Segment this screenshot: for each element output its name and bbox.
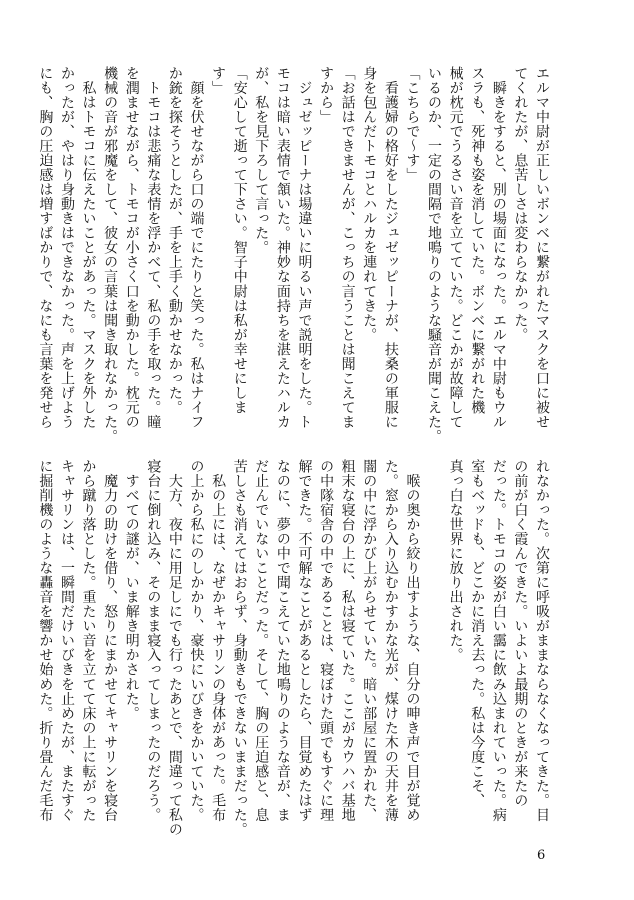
text-line: 苦しさも消えてはおらず、身動きもできないままだった。 <box>231 459 248 837</box>
text-line: 真っ白な世界に放り出された。 <box>447 459 464 663</box>
text-line: の中隊宿舎の中であることは、寝ぼけた頭でもすぐに理 <box>318 459 335 823</box>
text-line: キャサリンは、一瞬間だけいびきを止めたが、またすぐ <box>58 459 75 823</box>
text-line: エルマ中尉が正しいボンベに繋がれたマスクを口に被せ <box>534 66 550 430</box>
text-line: を潤ませながら、トモコが小さく口を動かした。枕元の <box>123 66 140 430</box>
text-line: 身を包んだトモコとハルカを連れてきた。 <box>361 66 378 343</box>
text-line: た。窓から入り込むかすかな光が、煤けた木の天井を薄 <box>382 459 399 823</box>
text-line: 室もベッドも、どこかに消え去った。私は今度こそ、 <box>469 459 486 808</box>
text-line: だ止んでいないことだった。そして、胸の圧迫感と、息 <box>253 459 270 823</box>
text-line: 「こちらで～す」 <box>404 66 421 183</box>
text-line: 私はトモコに伝えたいことがあった。マスクを外した <box>80 66 97 430</box>
text-line: 解できた。不可解なことがあるとしたら、目覚めたはず <box>296 459 313 823</box>
text-line: かったが、やはり身動きはできなかった。声を上げよう <box>58 66 75 430</box>
text-line: ジュゼッピーナは場違いに明るい声で説明をした。ト <box>296 66 313 430</box>
text-line: 顔を伏せながら口の端でにたりと笑った。私はナイフ <box>188 66 205 430</box>
text-line: 喉の奥から絞り出すような、自分の呻き声で目が覚め <box>404 459 421 823</box>
text-line: 寝台に倒れ込み、そのまま寝入ってしまったのだろう。 <box>145 459 162 823</box>
page-number: 6 <box>537 848 546 863</box>
text-line: モコは暗い表情で頷いた。神妙な面持ちを湛えたハルカ <box>274 66 291 430</box>
text-line: スラも、死神も姿を消していた。ボンベに繋がれた機 <box>469 66 486 415</box>
text-line: が、私を見下ろして言った。 <box>253 66 270 255</box>
text-block-top <box>37 66 552 444</box>
text-line: なのに、夢の中で聞こえていた地鳴りのような音が、ま <box>274 459 291 823</box>
text-line: トモコは悲痛な表情を浮かべて、私の手を取った。瞳 <box>145 66 162 430</box>
text-line: の上から私にのしかかり、豪快にいびきをかいていた。 <box>188 459 205 823</box>
text-line: 大方、夜中に用足しにでも行ったあとで、間違って私の <box>166 459 183 837</box>
text-line: 看護婦の格好をしたジュゼッピーナが、扶桑の軍服に <box>382 66 399 430</box>
text-line: いるのか、一定の間隔で地鳴りのような騒音が聞こえた。 <box>426 66 443 444</box>
text-line: すから」 <box>318 66 335 125</box>
text-line: 「お話はできませんが、こっちの言うことは聞こえてま <box>339 66 356 430</box>
text-line: 機械の音が邪魔をして、彼女の言葉は聞き取れなかった。 <box>102 66 119 444</box>
text-line: だった。トモコの姿が白い靄に飲み込まれていった。病 <box>490 459 507 823</box>
text-block-bottom <box>37 459 552 837</box>
text-line: から蹴り落とした。重たい音を立てて床の上に転がった <box>80 459 97 823</box>
text-line: れなかった。次第に呼吸がままならなくなってきた。目 <box>534 459 550 823</box>
text-line: 私の上には、なぜかキャサリンの身体があった。毛布 <box>210 459 227 823</box>
text-line: す」 <box>210 66 227 96</box>
text-line: 魔力の助けを借り、怒りにまかせてキャサリンを寝台 <box>102 459 119 823</box>
text-line: 械が枕元でうるさい音を立てていた。どこかが故障して <box>447 66 464 430</box>
text-line: か銃を探そうとしたが、手を上手く動かせなかった。 <box>166 66 183 415</box>
text-line: 闇の中に浮かび上がらせていた。暗い部屋に置かれた、 <box>361 459 378 823</box>
text-line: てくれたが、息苦しさは変わらなかった。 <box>512 66 529 343</box>
text-line: 粗末な寝台の上に、私は寝ていた。ここがカウハバ基地 <box>339 459 356 823</box>
text-line: に掘削機のような轟音を響かせ始めた。折り畳んだ毛布 <box>37 459 54 823</box>
text-line: 「安心して逝って下さい。智子中尉は私が幸せにしま <box>231 66 248 415</box>
text-line <box>422 459 444 825</box>
text-line: にも、胸の圧迫感は増すばかりで、なにも言葉を発せら <box>37 66 54 430</box>
text-line: すべての謎が、いま解き明かされた。 <box>123 459 140 721</box>
text-line: の前が白く霞んできた。いよいよ最期のときが来たの <box>512 459 529 808</box>
text-line: 瞬きをすると、別の場面になった。エルマ中尉もウル <box>490 66 507 430</box>
